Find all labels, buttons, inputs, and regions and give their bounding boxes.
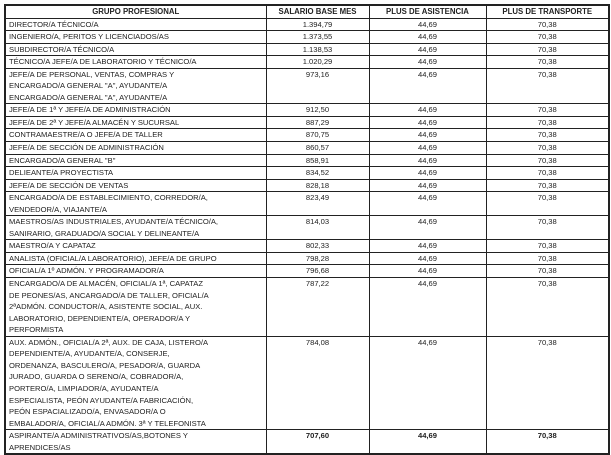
cell-salario: 1.138,53 (266, 43, 369, 56)
cell-asistencia: 44,69 (369, 18, 486, 31)
cell-salario: 707,60 (266, 430, 369, 455)
table-row (5, 129, 609, 142)
table-row (5, 43, 609, 56)
cell-salario: 787,22 (266, 278, 369, 337)
cell-asistencia: 44,69 (369, 154, 486, 167)
cell-asistencia: 44,69 (369, 216, 486, 240)
cell-transporte: 70,38 (486, 240, 609, 253)
cell-grupo: CONTRAMAESTRE/A O JEFE/A DE TALLER (5, 129, 266, 142)
cell-grupo: SUBDIRECTOR/A TÉCNICO/A (5, 43, 266, 56)
header-grupo: GRUPO PROFESIONAL (5, 5, 266, 18)
cell-grupo: JEFE/A DE SECCIÓN DE ADMINISTRACIÓN (5, 142, 266, 155)
cell-transporte: 70,38 (486, 336, 609, 429)
table-row (5, 18, 609, 31)
table-row (5, 104, 609, 117)
cell-transporte: 70,38 (486, 278, 609, 337)
cell-salario: 828,18 (266, 179, 369, 192)
header-asistencia: PLUS DE ASISTENCIA (369, 5, 486, 18)
cell-transporte: 70,38 (486, 104, 609, 117)
cell-grupo: DIRECTOR/A TÉCNICO/A (5, 18, 266, 31)
cell-transporte: 70,38 (486, 192, 609, 216)
cell-salario: 823,49 (266, 192, 369, 216)
table-row (5, 154, 609, 167)
cell-asistencia: 44,69 (369, 192, 486, 216)
cell-asistencia: 44,69 (369, 43, 486, 56)
cell-asistencia: 44,69 (369, 430, 486, 455)
cell-grupo: ENCARGADO/A GENERAL "B" (5, 154, 266, 167)
table-row (5, 265, 609, 278)
cell-grupo: JEFE/A DE 1ª Y JEFE/A DE ADMINISTRACIÓN (5, 104, 266, 117)
table-row (5, 240, 609, 253)
cell-salario: 802,33 (266, 240, 369, 253)
cell-grupo: JEFE/A DE PERSONAL, VENTAS, COMPRAS Y ENCARGADO/A GENERAL "A", AYUDANTE/A ENCARGADO/A GENERAL "A", AYUDANTE/A (5, 68, 266, 104)
cell-grupo: DELIEANTE/A PROYECTISTA (5, 167, 266, 180)
cell-salario: 814,03 (266, 216, 369, 240)
cell-salario: 912,50 (266, 104, 369, 117)
cell-transporte: 70,38 (486, 142, 609, 155)
cell-transporte: 70,38 (486, 129, 609, 142)
cell-salario: 870,75 (266, 129, 369, 142)
cell-transporte: 70,38 (486, 31, 609, 44)
cell-grupo: AUX. ADMÓN., OFICIAL/A 2ª, AUX. DE CAJA, LISTERO/A DEPENDIENTE/A, AYUDANTE/A, CONSERJE, ORDENANZA, BASCULERO/A, PESADOR/A, GUARDA JURADO, GUARDA O SERENO/A, COBRADOR/A, PORTERO/A, LIMPIADOR/A, AYUDANTE/A ESPECIALISTA, PEÓN AYUDANTE/A FABRICACIÓN, PEÓN ESPACIALIZADO/A, ENVASADOR/A O EMBALADOR/A, OFICIAL/A ADMÓN. 3ª Y TELEFONISTA (5, 336, 266, 429)
header-row (5, 5, 609, 18)
cell-asistencia: 44,69 (369, 68, 486, 104)
cell-salario: 1.394,79 (266, 18, 369, 31)
cell-asistencia: 44,69 (369, 167, 486, 180)
cell-salario: 784,08 (266, 336, 369, 429)
salary-table (4, 4, 610, 455)
cell-transporte: 70,38 (486, 56, 609, 69)
cell-asistencia: 44,69 (369, 336, 486, 429)
cell-grupo: OFICIAL/A 1º ADMÓN. Y PROGRAMADOR/A (5, 265, 266, 278)
cell-grupo: MAESTROS/AS INDUSTRIALES, AYUDANTE/A TÉCNICO/A, SANIRARIO, GRADUADO/A SOCIAL Y DELINEANTE/A (5, 216, 266, 240)
cell-asistencia: 44,69 (369, 252, 486, 265)
header-transporte: PLUS DE TRANSPORTE (486, 5, 609, 18)
table-row (5, 179, 609, 192)
table-row (5, 56, 609, 69)
cell-asistencia: 44,69 (369, 179, 486, 192)
cell-grupo: ENCARGADO/A DE ESTABLECIMIENTO, CORREDOR/A, VENDEDOR/A, VIAJANTE/A (5, 192, 266, 216)
cell-transporte: 70,38 (486, 43, 609, 56)
cell-transporte: 70,38 (486, 167, 609, 180)
cell-grupo: ASPIRANTE/A ADMINISTRATIVOS/AS,BOTONES Y APRENDICES/AS (5, 430, 266, 455)
cell-salario: 858,91 (266, 154, 369, 167)
cell-grupo: ENCARGADO/A DE ALMACÉN, OFICIAL/A 1ª, CAPATAZ DE PEONES/AS, ANCARGADO/A DE TALLER, OFICIAL/A 2ªADMÓN. CONDUCTOR/A, ASISTENTE SOCIAL, AUX. LABORATORIO, DEPENDIENTE/A, OPERADOR/A Y PERFORMISTA (5, 278, 266, 337)
cell-transporte: 70,38 (486, 216, 609, 240)
cell-salario: 860,57 (266, 142, 369, 155)
cell-salario: 973,16 (266, 68, 369, 104)
cell-asistencia: 44,69 (369, 142, 486, 155)
cell-grupo: TÉCNICO/A JEFE/A DE LABORATORIO Y TÉCNICO/A (5, 56, 266, 69)
table-row (5, 216, 609, 240)
table-row (5, 192, 609, 216)
cell-transporte: 70,38 (486, 265, 609, 278)
cell-grupo: JEFE/A DE SECCIÓN DE VENTAS (5, 179, 266, 192)
cell-salario: 798,28 (266, 252, 369, 265)
cell-transporte: 70,38 (486, 68, 609, 104)
cell-asistencia: 44,69 (369, 240, 486, 253)
header-salario: SALARIO BASE MES (266, 5, 369, 18)
cell-asistencia: 44,69 (369, 265, 486, 278)
cell-transporte: 70,38 (486, 154, 609, 167)
cell-asistencia: 44,69 (369, 129, 486, 142)
table-row (5, 278, 609, 337)
cell-grupo: ANALISTA (OFICIAL/A LABORATORIO), JEFE/A DE GRUPO (5, 252, 266, 265)
cell-salario: 796,68 (266, 265, 369, 278)
cell-salario: 1.373,55 (266, 31, 369, 44)
cell-salario: 1.020,29 (266, 56, 369, 69)
cell-transporte: 70,38 (486, 179, 609, 192)
table-row (5, 142, 609, 155)
cell-asistencia: 44,69 (369, 278, 486, 337)
table-row (5, 430, 609, 455)
cell-asistencia: 44,69 (369, 31, 486, 44)
table-row (5, 68, 609, 104)
table-row (5, 252, 609, 265)
cell-grupo: JEFE/A DE 2ª Y JEFE/A ALMACÉN Y SUCURSAL (5, 116, 266, 129)
cell-asistencia: 44,69 (369, 116, 486, 129)
cell-grupo: INGENIERO/A, PERITOS Y LICENCIADOS/AS (5, 31, 266, 44)
cell-transporte: 70,38 (486, 116, 609, 129)
cell-transporte: 70,38 (486, 430, 609, 455)
table-row (5, 336, 609, 429)
table-row (5, 116, 609, 129)
cell-salario: 834,52 (266, 167, 369, 180)
cell-asistencia: 44,69 (369, 56, 486, 69)
table-row (5, 167, 609, 180)
cell-transporte: 70,38 (486, 18, 609, 31)
cell-salario: 887,29 (266, 116, 369, 129)
table-row (5, 31, 609, 44)
cell-asistencia: 44,69 (369, 104, 486, 117)
cell-transporte: 70,38 (486, 252, 609, 265)
cell-grupo: MAESTRO/A Y CAPATAZ (5, 240, 266, 253)
